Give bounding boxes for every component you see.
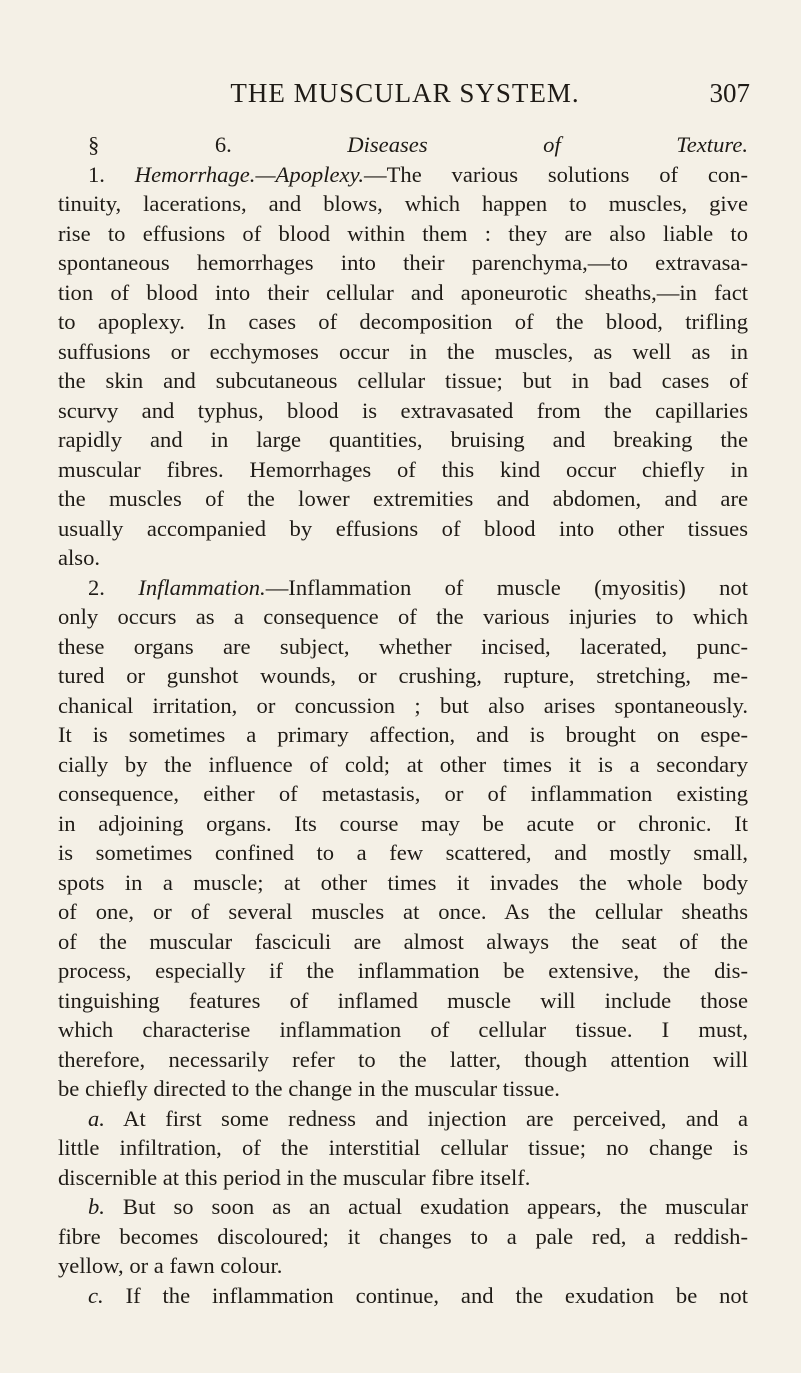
text-line [58,1281,748,1311]
text-segment: discernible at this period in the muscular fibre itself. [58,1164,531,1190]
text-line [58,602,748,632]
text-segment: little infiltration, of the interstitial cellular tissue; no change is [58,1135,748,1160]
text-segment: cially by the influence of cold; at other times it is a secondary [58,751,748,777]
body-text [58,130,748,1310]
text-line [58,484,748,514]
text-segment: in adjoining organs. Its course may be acute or chronic. It [58,810,748,836]
text-segment: It is sometimes a primary affection, and is brought on espe- [58,722,748,747]
text-segment: process, especially if the inflammation be extensive, the dis- [58,958,748,983]
text-line [58,543,748,573]
text-line [58,1222,748,1252]
text-line [58,573,748,603]
text-line [58,1045,748,1075]
text-segment: muscular fibres. Hemorrhages of this kind occur chiefly in [58,456,748,482]
text-segment: rise to effusions of blood within them : they are also liable to [58,220,748,246]
text-segment: is sometimes confined to a few scattered, and mostly small, [58,840,748,865]
text-line [58,189,748,219]
text-segment: § 6. [88,132,348,157]
text-segment: only occurs as a consequence of the various injuries to which [58,604,748,629]
text-segment: Hemorrhage.—Apoplexy. [134,161,364,187]
text-line [58,248,748,278]
text-segment: be chiefly directed to the change in the muscular tissue. [58,1076,560,1101]
text-line [58,868,748,898]
running-title: THE MUSCULAR SYSTEM. [230,78,580,108]
text-line [58,130,748,160]
text-segment: usually accompanied by effusions of blood into other tissues [58,515,748,541]
text-segment: fibre becomes discoloured; it changes to a pale red, a reddish- [58,1223,748,1249]
text-segment: rapidly and in large quantities, bruising and breaking the [58,427,748,452]
text-segment: to apoplexy. In cases of decomposition of the blood, trifling [58,309,748,334]
text-segment: Inflammation. [138,574,266,600]
text-segment: c. [88,1282,104,1308]
text-line [58,514,748,544]
text-line [58,1104,748,1134]
text-segment: the muscles of the lower extremities and abdomen, and are [58,486,748,511]
text-line [58,425,748,455]
text-line [58,838,748,868]
text-segment: But so soon as an actual exudation appears, the muscular [104,1194,748,1219]
text-segment: of the muscular fasciculi are almost always the seat of the [58,928,748,954]
text-segment: also. [58,545,101,570]
text-line [58,366,748,396]
text-segment: —The various solutions of con- [364,161,748,187]
page-header [60,78,750,118]
text-line [58,986,748,1016]
text-segment: chanical irritation, or concussion ; but also arises spontaneously. [58,692,748,718]
text-segment: the skin and subcutaneous cellular tissue; but in bad cases of [58,368,748,393]
text-segment: of one, or of several muscles at once. As the cellular sheaths [58,899,748,924]
text-segment: 2. [88,574,139,600]
text-line [58,809,748,839]
text-segment: tinguishing features of inflamed muscle will include those [58,987,748,1013]
text-segment: which characterise inflammation of cellular tissue. I must, [58,1017,748,1042]
text-segment: —Inflammation of muscle (myositis) not [265,574,748,600]
text-segment: tion of blood into their cellular and aponeurotic sheaths,—in fact [58,279,748,305]
text-line [58,779,748,809]
text-line [58,337,748,367]
text-line [58,691,748,721]
text-line [58,661,748,691]
text-segment: b. [88,1194,105,1219]
text-segment: yellow, or a fawn colour. [58,1253,283,1278]
text-line [58,1163,748,1193]
text-segment: suffusions or ecchymoses occur in the muscles, as well as in [58,338,748,364]
text-line [58,632,748,662]
text-segment: At first some redness and injection are perceived, and a [104,1105,748,1131]
text-segment: these organs are subject, whether incised, lacerated, punc- [58,633,748,659]
text-line [58,1251,748,1281]
text-segment: If the inflammation continue, and the exudation be not [103,1282,748,1308]
text-segment: scurvy and typhus, blood is extravasated from the capillaries [58,397,748,423]
text-line [58,927,748,957]
text-line [58,396,748,426]
text-line [58,1133,748,1163]
text-segment: spots in a muscle; at other times it invades the whole body [58,869,748,895]
text-segment: tured or gunshot wounds, or crushing, rupture, stretching, me- [58,663,748,688]
text-line [58,455,748,485]
text-line [58,1192,748,1222]
text-line [58,720,748,750]
text-line [58,278,748,308]
text-line [58,956,748,986]
text-line [58,1074,748,1104]
text-segment: therefore, necessarily refer to the latter, though attention will [58,1046,748,1072]
page-number: 307 [709,78,750,108]
text-segment: tinuity, lacerations, and blows, which happen to muscles, give [58,191,748,216]
text-line [58,750,748,780]
text-segment: Diseases of Texture. [347,132,748,157]
text-segment: spontaneous hemorrhages into their parenchyma,—to extravasa- [58,250,748,275]
text-line [58,1015,748,1045]
text-line [58,219,748,249]
text-segment: a. [88,1105,105,1131]
text-segment: consequence, either of metastasis, or of inflammation existing [58,781,748,806]
text-line [58,307,748,337]
text-line [58,897,748,927]
text-line [58,160,748,190]
text-segment: 1. [88,161,135,187]
